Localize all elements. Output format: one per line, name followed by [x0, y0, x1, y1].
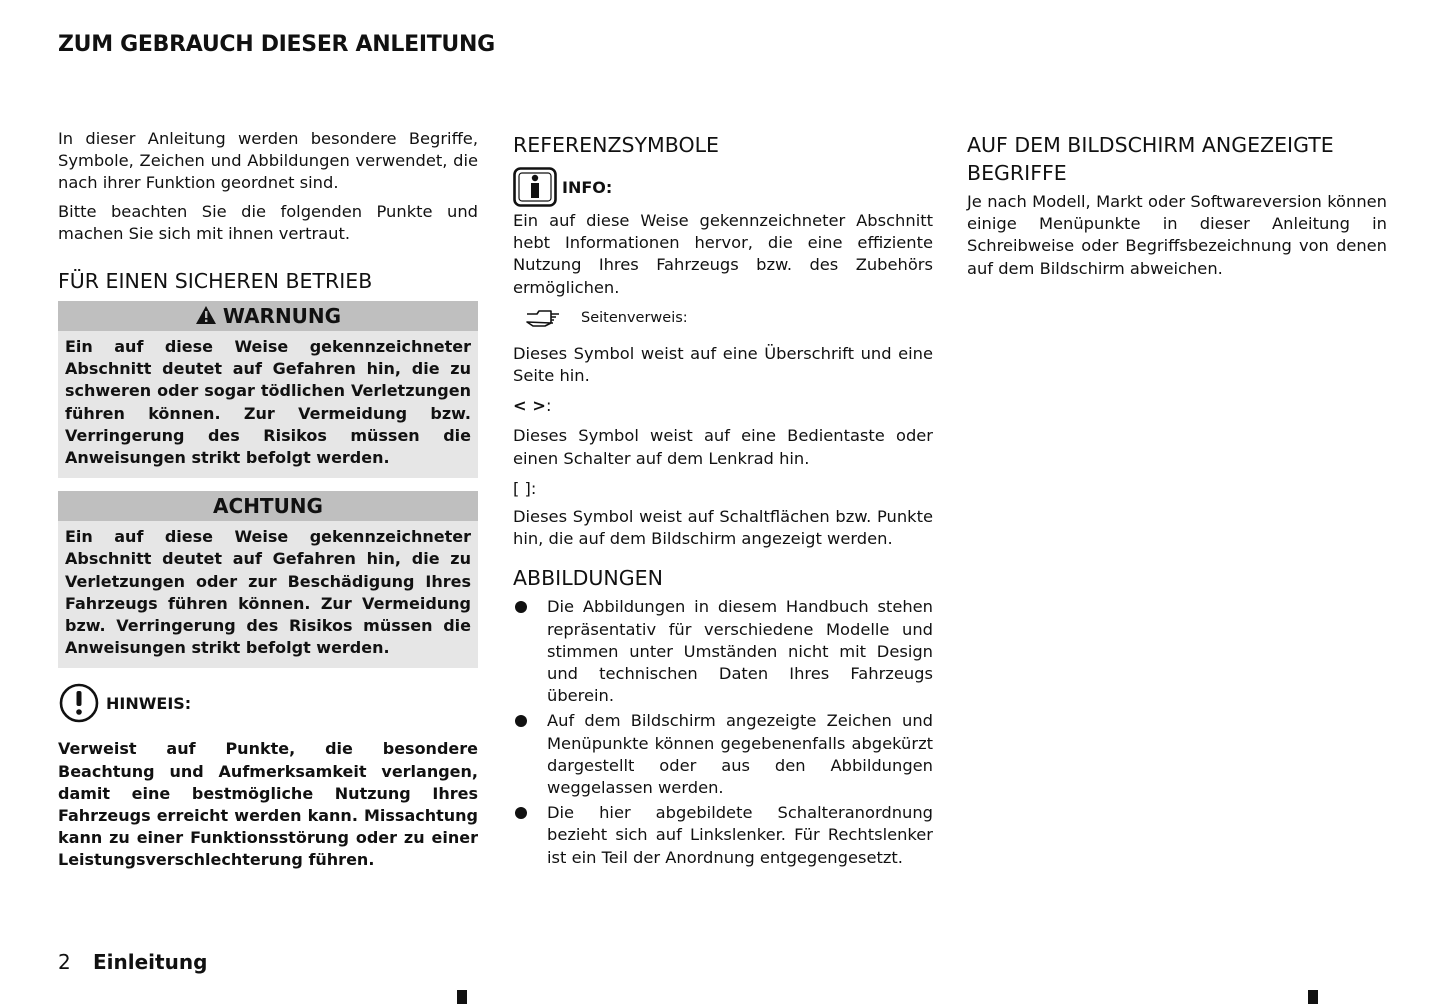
page-title: ZUM GEBRAUCH DIESER ANLEITUNG — [58, 32, 495, 57]
column-middle — [513, 128, 933, 872]
angle-symbol-row — [513, 395, 933, 417]
illustrations-list — [513, 596, 933, 868]
column-right — [967, 128, 1387, 280]
crop-mark — [457, 990, 467, 1004]
warning-box — [58, 301, 478, 478]
seitenverweis-row — [513, 307, 933, 329]
section-heading-safety: FÜR EINEN SICHEREN BETRIEB — [58, 269, 373, 294]
caution-title: ACHTUNG — [58, 491, 478, 521]
footer-section-label: Einleitung — [93, 950, 208, 974]
bullet-icon — [515, 601, 527, 613]
warning-box-header — [58, 301, 478, 331]
caution-box — [58, 491, 478, 668]
page-number: 2 — [58, 950, 71, 974]
hinweis-header — [58, 682, 478, 724]
pointing-hand-icon — [525, 308, 561, 328]
bracket-symbol-text: Dieses Symbol weist auf Schaltflächen bzw. Punkte hin, die auf dem Bildschirm angezeigt werden. — [513, 507, 933, 549]
info-text: Ein auf diese Weise gekennzeichneter Abschnitt hebt Informationen hervor, die eine effiziente Nutzung Ihres Fahrzeugs bzw. des Zubehörs ermöglichen. — [513, 211, 933, 297]
seitenverweis-label: Seitenverweis: — [581, 309, 688, 326]
section-heading-reference-symbols: REFERENZSYMBOLE — [513, 133, 719, 157]
info-icon — [513, 167, 557, 207]
hinweis-text: Verweist auf Punkte, die besondere Beachtung und Aufmerksamkeit verlangen, damit eine bestmögliche Nutzung Ihres Fahrzeugs erreicht werden kann. Missachtung kann zu einer Funktionsstörung oder zu einer Leistungsverschlechterung führen. — [58, 739, 478, 870]
caution-text: Ein auf diese Weise gekennzeichneter Abschnitt deutet auf Gefahren hin, die zu Verletzungen oder zur Beschädigung Ihres Fahrzeugs führen können. Zur Vermeidung bzw. Verringerung des Risikos müssen die Anweisungen strikt befolgt werden. — [65, 527, 471, 658]
column-left — [58, 128, 478, 872]
warning-text: Ein auf diese Weise gekennzeichneter Abschnitt deutet auf Gefahren hin, die zu schweren oder sogar tödlichen Verletzungen führen können. Zur Vermeidung bzw. Verringerung des Risikos müssen die Anweisungen strikt befolgt werden. — [65, 337, 471, 468]
seitenverweis-text: Dieses Symbol weist auf eine Überschrift und eine Seite hin. — [513, 343, 933, 386]
intro-paragraph-1: In dieser Anleitung werden besondere Begriffe, Symbole, Zeichen und Abbildungen verwendet, die nach ihrer Funktion geordnet sind. — [58, 129, 478, 193]
section-heading-screen-terms: AUF DEM BILDSCHIRM ANGEZEIGTE BEGRIFFE — [967, 133, 1334, 185]
bullet-icon — [515, 807, 527, 819]
angle-symbol: < > — [513, 396, 546, 416]
list-item: Die hier abgebildete Schalteranordnung bezieht sich auf Linkslenker. Für Rechtslenker ist ein Teil der Anordnung entgegengesetzt. — [513, 802, 933, 869]
info-label: INFO: — [562, 177, 613, 197]
exclamation-circle-icon — [58, 682, 100, 724]
bracket-symbol: [ ]: — [513, 478, 537, 498]
info-header — [513, 167, 933, 207]
section-heading-illustrations: ABBILDUNGEN — [513, 566, 663, 591]
angle-symbol-text: Dieses Symbol weist auf eine Bedientaste oder einen Schalter auf dem Lenkrad hin. — [513, 426, 933, 468]
warning-triangle-icon — [195, 305, 217, 325]
screen-terms-text: Je nach Modell, Markt oder Softwareversion können einige Menüpunkte in dieser Anleitung in Schreibweise oder Begriffsbezeichnung von denen auf dem Bildschirm abweichen. — [967, 192, 1387, 278]
hinweis-label: HINWEIS: — [106, 693, 192, 713]
list-item: Auf dem Bildschirm angezeigte Zeichen und Menüpunkte können gegebenenfalls abgekürzt dargestellt oder aus den Abbildungen weggelassen werden. — [513, 710, 933, 799]
crop-mark — [1308, 990, 1318, 1004]
bullet-icon — [515, 715, 527, 727]
list-item: Die Abbildungen in diesem Handbuch stehen repräsentativ für verschiedene Modelle und stimmen unter Umständen nicht mit Design und technischen Daten Ihres Fahrzeugs überein. — [513, 596, 933, 707]
intro-paragraph-2: Bitte beachten Sie die folgenden Punkte und machen Sie sich mit ihnen vertraut. — [58, 201, 478, 243]
angle-symbol-suffix: : — [545, 396, 552, 416]
warning-title: WARNUNG — [222, 304, 342, 329]
